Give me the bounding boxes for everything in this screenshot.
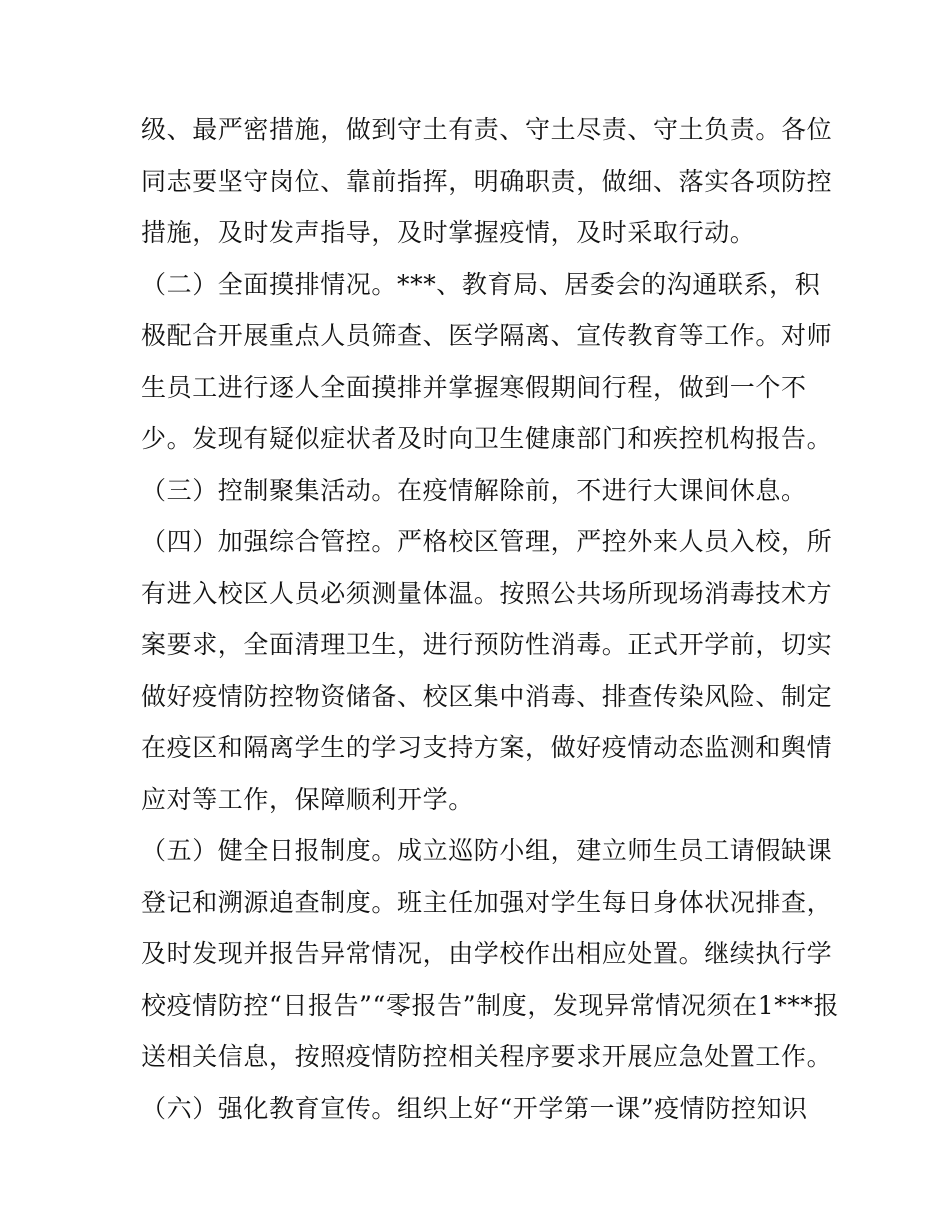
text-line: 少。发现有疑似症状者及时向卫生健康部门和疾控机构报告。 [141,424,833,453]
section-heading-line: （五）健全日报制度。成立巡防小组，建立师生员工请假缺课 [141,836,833,865]
text-line: 做好疫情防控物资储备、校区集中消毒、排查传染风险、制定 [141,681,833,711]
section-heading-line: （六）强化教育宣传。组织上好“开学第一课”疫情防控知识 [141,1093,808,1123]
text-line: 案要求，全面清理卫生，进行预防性消毒。正式开学前，切实 [141,630,833,659]
text-line: 措施，及时发声指导，及时掌握疫情，及时采取行动。 [141,218,756,247]
section-heading-line: （三）控制聚集活动。在疫情解除前，不进行大课间休息。 [141,475,807,505]
text-line: 生员工进行逐人全面摸排并掌握寒假期间行程，做到一个不 [141,372,807,402]
text-line: 有进入校区人员必须测量体温。按照公共场所现场消毒技术方 [141,578,833,608]
text-line: 在疫区和隔离学生的学习支持方案，做好疫情动态监测和舆情 [141,733,833,762]
section-heading-line: （二）全面摸排情况。***、教育局、居委会的沟通联系，积 [141,269,821,299]
section-heading-line: （四）加强综合管控。严格校区管理，严控外来人员入校，所 [141,527,833,556]
text-line: 极配合开展重点人员筛查、医学隔离、宣传教育等工作。对师 [141,321,833,350]
text-line: 登记和溯源追查制度。班主任加强对学生每日身体状况排查， [141,887,833,917]
text-line: 及时发现并报告异常情况，由学校作出相应处置。继续执行学 [141,939,833,968]
text-line: 应对等工作，保障顺利开学。 [141,784,474,814]
text-line: 同志要坚守岗位、靠前指挥，明确职责，做细、落实各项防控 [141,166,833,196]
document-body [141,104,840,1134]
text-line: 校疫情防控“日报告”“零报告”制度，发现异常情况须在1***报 [141,990,840,1020]
text-line: 级、最严密措施，做到守土有责、守土尽责、守土负责。各位 [141,115,833,144]
text-line: 送相关信息，按照疫情防控相关程序要求开展应急处置工作。 [141,1042,833,1071]
